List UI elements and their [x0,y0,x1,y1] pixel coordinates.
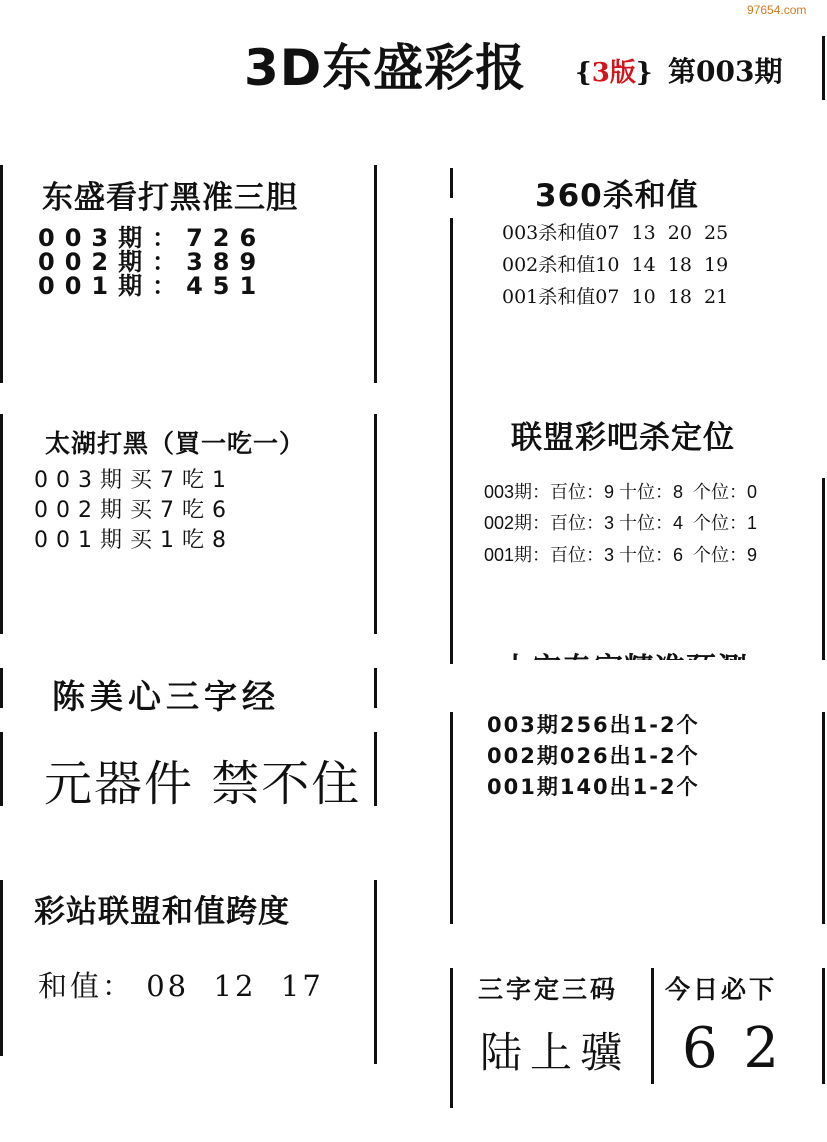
taihu-row: 001期买1吃8 [34,528,234,553]
right-border-2 [450,712,453,924]
right-border-1 [450,218,453,664]
right-edge-3 [822,968,825,1084]
right-edge-2 [822,712,825,924]
right-edge-1 [822,478,825,664]
xiaosong-row: 003期256出1-2个 [487,713,700,737]
sanzi-title: 三字定三码 [478,975,619,1004]
left-border-4 [0,880,3,1056]
dongsheng-row: 003期：726 [38,224,267,252]
caizhan-title: 彩站联盟和值跨度 [34,894,290,930]
right-border-top [450,168,453,198]
mid-border-3a [374,668,377,708]
taihu-title: 太湖打黑（買一吃一） [45,429,306,458]
left-border-1 [0,165,3,383]
alliance-kill-row: 003期：百位：9 十位：8 个位：0 [484,482,758,502]
mid-border-4 [374,880,377,1064]
sanzi-text: 陆上骥 [480,1028,631,1077]
caizhan-text: 和值： 08 12 17 [38,969,324,1003]
alliance-kill-title: 联盟彩吧杀定位 [511,420,735,456]
edition-label: 3版 [591,58,636,88]
today-text: 6 2 [682,1016,784,1081]
dongsheng-title: 东盛看打黑准三胆 [42,180,298,216]
alliance-kill-row: 002期：百位：3 十位：4 个位：1 [484,513,758,533]
left-border-2 [0,414,3,634]
kill360-row: 002杀和值10 14 18 19 [502,254,729,276]
alliance-kill-row: 001期：百位：3 十位：6 个位：9 [484,545,758,565]
chen-text: 元器件 禁不住 [44,756,362,812]
xiaosong-row: 001期140出1-2个 [487,775,700,799]
mid-border-2 [374,414,377,634]
issue-number: 第003期 [668,55,783,88]
dongsheng-row: 001期：451 [38,272,267,300]
page-title: 3D东盛彩报 [244,39,527,97]
edition-close: } [635,58,653,88]
dongsheng-row: 002期：389 [38,248,267,276]
left-border-3b [0,732,3,806]
today-title: 今日必下 [665,975,778,1004]
crop-mask [470,474,810,482]
left-border-3a [0,668,3,708]
mid-border-3b [374,732,377,806]
chen-title: 陈美心三字经 [52,677,280,716]
edition-badge [575,52,653,89]
edition-open: { [575,58,592,88]
inner-divider [651,968,654,1084]
watermark: 97654.com [747,3,807,17]
xiaosong-row: 002期026出1-2个 [487,744,700,768]
taihu-row: 002期买7吃6 [34,498,234,523]
right-border-3 [450,968,453,1108]
kill360-row: 003杀和值07 13 20 25 [502,222,729,244]
crop-mask [455,660,827,708]
taihu-row: 003期买7吃1 [34,468,234,493]
mid-border-1 [374,165,377,383]
header-divider [822,36,825,100]
kill360-title: 360杀和值 [535,178,699,214]
kill360-row: 001杀和值07 10 18 21 [502,286,729,308]
